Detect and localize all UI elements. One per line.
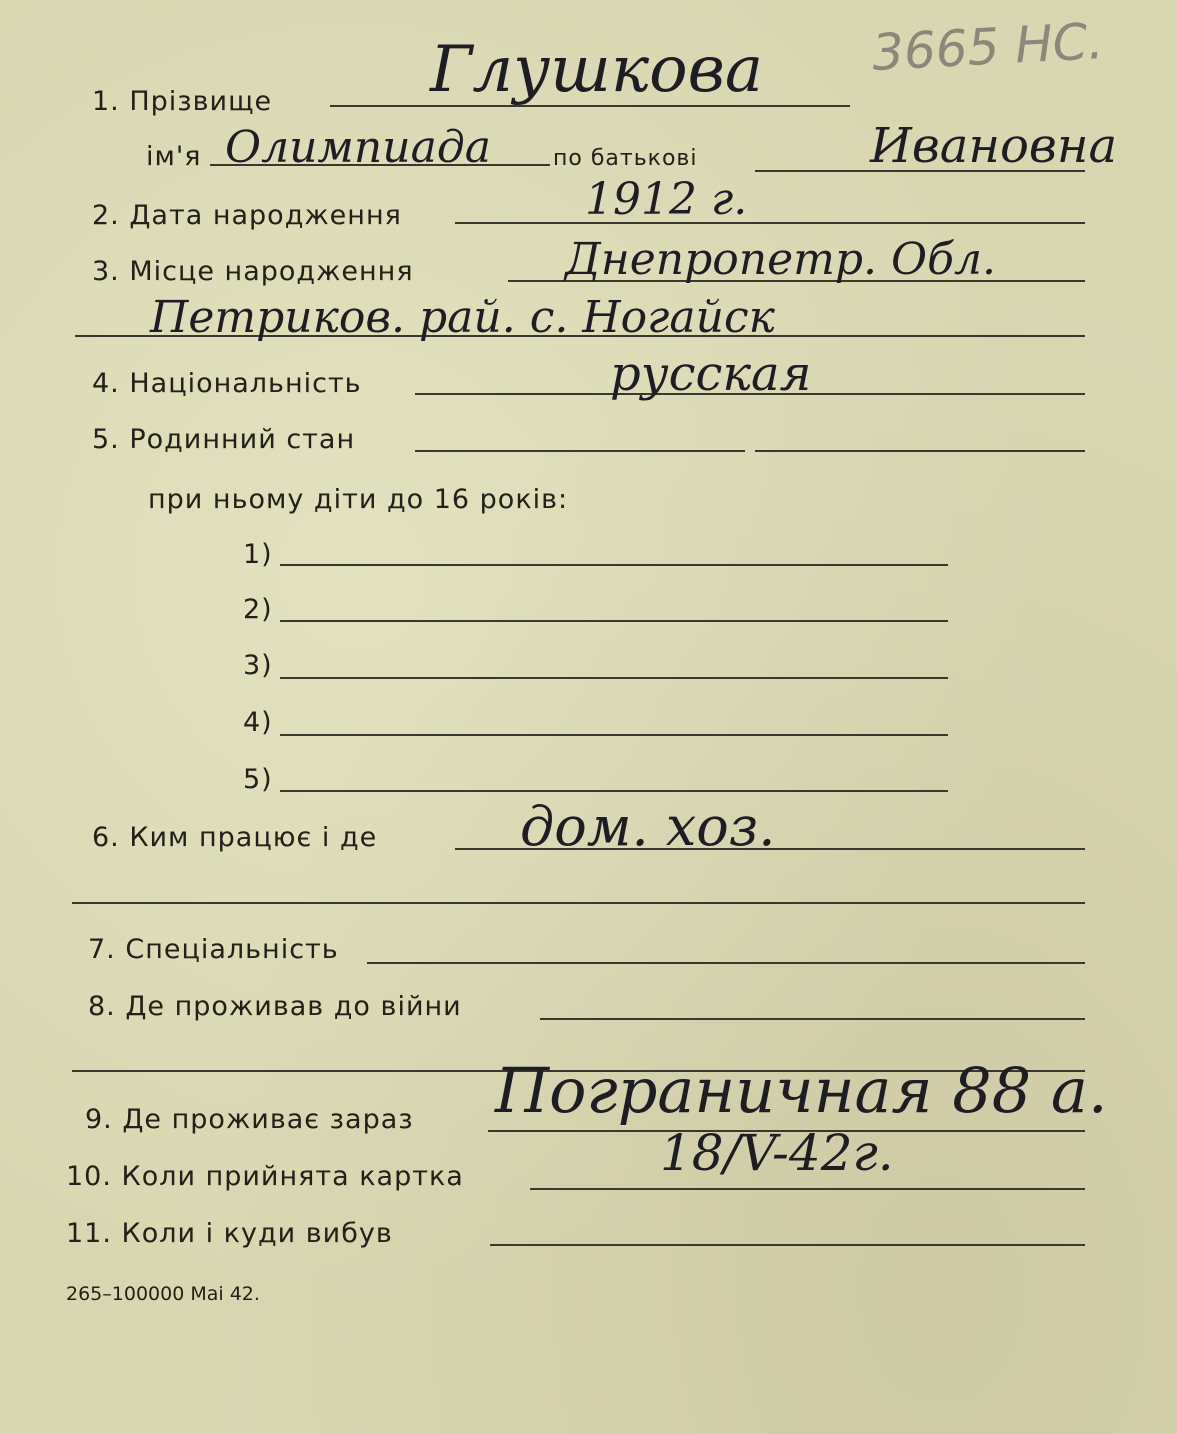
family-status-line <box>415 450 745 452</box>
children-label: при ньому діти до 16 років: <box>148 484 569 515</box>
patronymic-value: Ивановна <box>870 118 1118 174</box>
birth-date-value: 1912 г. <box>585 174 748 225</box>
child-3-line <box>280 677 948 679</box>
name-value: Олимпиада <box>225 122 491 173</box>
work-line-2 <box>72 902 1085 904</box>
card-accepted-label: 10. Коли прийнята картка <box>66 1161 464 1192</box>
child-2-line <box>280 620 948 622</box>
child-1-label: 1) <box>243 539 273 570</box>
archive-number: 3665 НС. <box>870 11 1105 83</box>
child-4-line <box>280 734 948 736</box>
surname-label: 1. Прізвище <box>92 86 273 117</box>
child-5-label: 5) <box>243 764 273 795</box>
specialty-label: 7. Спеціальність <box>88 934 339 965</box>
birth-date-label: 2. Дата народження <box>92 200 402 231</box>
current-residence-value: Пограничная 88 а. <box>495 1054 1108 1127</box>
current-residence-label: 9. Де проживає зараз <box>85 1104 414 1135</box>
specialty-line <box>367 962 1085 964</box>
birth-place-value-2: Петриков. рай. с. Ногайск <box>150 292 775 343</box>
nationality-label: 4. Національність <box>92 368 362 399</box>
card-accepted-line <box>530 1188 1085 1190</box>
family-status-label: 5. Родинний стан <box>92 424 356 455</box>
patronymic-label: по батькові <box>553 146 698 171</box>
departed-line <box>490 1244 1085 1246</box>
birth-place-value: Днепропетр. Обл. <box>565 234 996 285</box>
child-5-line <box>280 790 948 792</box>
nationality-value: русская <box>610 346 812 402</box>
departed-label: 11. Коли і куди вибув <box>66 1218 393 1249</box>
name-label: ім'я <box>146 141 202 172</box>
child-4-label: 4) <box>243 707 273 738</box>
child-2-label: 2) <box>243 594 273 625</box>
print-code: 265–100000 Mai 42. <box>66 1283 260 1305</box>
card-accepted-value: 18/V-42г. <box>660 1124 894 1182</box>
child-3-label: 3) <box>243 650 273 681</box>
child-1-line <box>280 564 948 566</box>
family-status-line-2 <box>755 450 1085 452</box>
birth-date-line <box>455 222 1085 224</box>
prewar-residence-label: 8. Де проживав до війни <box>88 991 462 1022</box>
work-value: дом. хоз. <box>520 795 776 858</box>
prewar-residence-line <box>540 1018 1085 1020</box>
birth-place-label: 3. Місце народження <box>92 256 414 287</box>
work-label: 6. Ким працює і де <box>92 822 378 853</box>
surname-value: Глушкова <box>430 33 764 107</box>
